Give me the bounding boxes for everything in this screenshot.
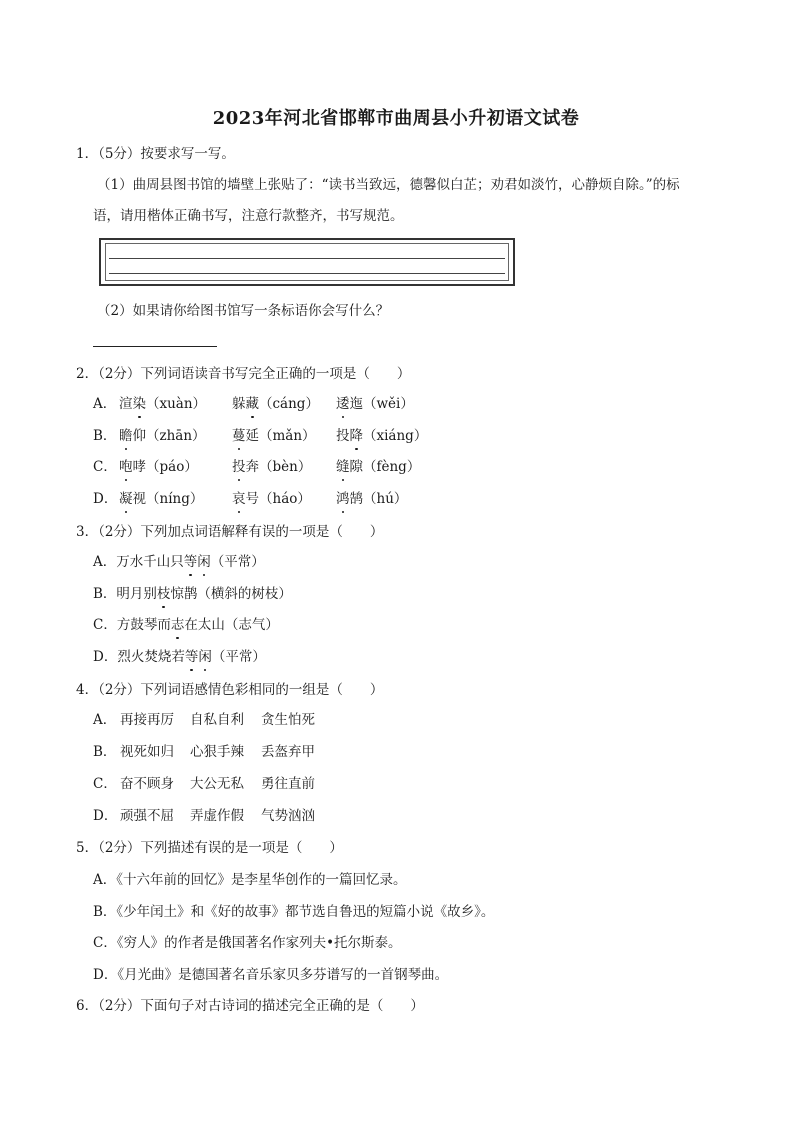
q4-option-label[interactable]: C． <box>93 776 117 792</box>
q4-idiom: 心狠手辣 <box>190 744 244 760</box>
option-text <box>116 554 265 570</box>
q4-idiom: 自私自利 <box>190 712 244 728</box>
handwriting-box-inner-border <box>105 243 509 281</box>
q2-word <box>336 428 427 444</box>
q2-word-item <box>336 427 427 445</box>
emphasis-dotted-char: 志 <box>170 617 185 633</box>
q2-word <box>119 396 206 412</box>
q1-stem: 1．（5分）按要求写一写。 <box>76 146 235 162</box>
option-label: D． <box>93 649 118 665</box>
writing-rule-line <box>109 273 505 274</box>
q4-stem: 4．（2分）下列词语感情色彩相同的一组是（ ） <box>76 682 384 698</box>
q2-word-item <box>336 490 407 508</box>
writing-rule-line <box>109 258 505 259</box>
emphasis-dotted-char: 凝 <box>119 491 133 507</box>
q2-word <box>119 459 198 475</box>
text: 烈火焚烧若 <box>117 649 185 665</box>
text: 鹄（hú） <box>349 491 408 507</box>
q4-idiom: 奋不顾身 <box>120 776 174 792</box>
q6-stem: 6．（2分）下面句子对古诗词的描述完全正确的是（ ） <box>76 998 424 1014</box>
q4-option-label[interactable]: A． <box>93 712 117 728</box>
q3-option[interactable] <box>93 616 279 634</box>
option-label: A． <box>93 554 117 570</box>
q3-option[interactable] <box>93 553 265 571</box>
q4-idiom: 大公无私 <box>190 776 244 792</box>
text: 方鼓琴而 <box>116 617 171 633</box>
text: （cáng） <box>259 396 319 412</box>
q1-answer-blank[interactable] <box>93 346 217 347</box>
emphasis-dotted-char: 缝 <box>336 459 350 475</box>
option-text <box>117 649 266 665</box>
q4-idiom: 顽强不屈 <box>120 808 174 824</box>
q4-idiom: 气势汹汹 <box>261 808 315 824</box>
text: 奔（bèn） <box>245 459 312 475</box>
text: 延（mǎn） <box>245 428 316 444</box>
emphasis-dotted-char: 哀 <box>232 491 246 507</box>
q2-option-label[interactable]: D． <box>93 491 118 507</box>
q2-word <box>232 491 311 507</box>
emphasis-dotted-char: 鸿 <box>336 491 350 507</box>
q5-stem: 5．（2分）下列描述有误的是一项是（ ） <box>76 840 343 856</box>
q5-option-d[interactable]: D．《月光曲》是德国著名音乐家贝多芬谱写的一首钢琴曲。 <box>93 967 449 983</box>
emphasis-dotted-char: 闲 <box>197 554 211 570</box>
q2-word <box>336 459 420 475</box>
exam-title: 2023年河北省邯郸市曲周县小升初语文试卷 <box>212 108 580 129</box>
q3-option[interactable] <box>93 648 266 666</box>
emphasis-dotted-char: 等 <box>184 649 199 665</box>
q4-option-label[interactable]: B． <box>93 744 117 760</box>
text: （xuàn） <box>146 396 207 412</box>
emphasis-dotted-char: 投 <box>232 459 246 475</box>
q2-word <box>336 396 414 412</box>
q2-word <box>119 491 203 507</box>
q2-word <box>119 428 206 444</box>
q2-word-item <box>232 395 319 413</box>
q2-word <box>232 459 311 475</box>
q2-word-item <box>119 458 198 476</box>
text: （平常） <box>210 554 265 570</box>
q2-stem: 2．（2分）下列词语读音书写完全正确的一项是（ ） <box>76 366 411 382</box>
text: 号（háo） <box>245 491 311 507</box>
q2-word <box>232 396 319 412</box>
q1-part1-line1: （1）曲周县图书馆的墙壁上张贴了：“读书当致远，德馨似白芷；劝君如淡竹，心静烦自除。”的标 <box>97 177 680 193</box>
q2-word-item <box>232 458 311 476</box>
emphasis-dotted-char: 瞻 <box>119 428 133 444</box>
emphasis-dotted-char: 闲 <box>198 649 212 665</box>
q2-option-label[interactable]: C． <box>93 459 117 475</box>
q2-word-item <box>232 427 316 445</box>
emphasis-dotted-char: 等 <box>183 554 198 570</box>
option-label: B． <box>93 586 117 602</box>
q2-word-item <box>336 395 414 413</box>
q5-option-c[interactable]: C．《穷人》的作者是俄国著名作家列夫•托尔斯泰。 <box>93 935 402 951</box>
q3-stem: 3．（2分）下列加点词语解释有误的一项是（ ） <box>76 524 384 540</box>
text: 仰（zhān） <box>132 428 206 444</box>
q4-idiom: 视死如归 <box>120 744 174 760</box>
handwriting-box[interactable] <box>99 238 515 286</box>
q2-word <box>336 491 407 507</box>
emphasis-dotted-char: 咆 <box>119 459 133 475</box>
text: 迤（wěi） <box>349 396 414 412</box>
q2-word <box>232 428 316 444</box>
option-text <box>117 617 279 633</box>
text: 躲 <box>232 396 246 412</box>
q4-idiom: 弄虚作假 <box>190 808 244 824</box>
emphasis-dotted-char: 染 <box>132 396 146 412</box>
q5-option-b[interactable]: B．《少年闰土》和《好的故事》都节选自鲁迅的短篇小说《故乡》。 <box>93 904 495 920</box>
option-text <box>116 586 292 602</box>
text: 在太山（志气） <box>184 617 279 633</box>
q1-part1-line2: 语，请用楷体正确书写，注意行款整齐，书写规范。 <box>93 208 404 224</box>
q2-word-item <box>119 427 206 445</box>
q2-word-item <box>336 458 420 476</box>
emphasis-dotted-char: 蔓 <box>232 428 246 444</box>
q2-word-item <box>119 490 203 508</box>
emphasis-dotted-char: 枝 <box>156 586 171 602</box>
text: （xiáng） <box>363 428 428 444</box>
text: 哮（páo） <box>132 459 198 475</box>
text: （平常） <box>211 649 266 665</box>
text: 投 <box>336 428 350 444</box>
option-label: C． <box>93 617 117 633</box>
q2-option-label[interactable]: A． <box>93 396 117 412</box>
q4-option-label[interactable]: D． <box>93 808 118 824</box>
text: 隙（fèng） <box>349 459 421 475</box>
emphasis-dotted-char: 降 <box>349 428 363 444</box>
q2-word-item <box>119 395 206 413</box>
q3-option[interactable] <box>93 585 292 603</box>
q4-idiom: 勇往直前 <box>261 776 315 792</box>
emphasis-dotted-char: 逶 <box>336 396 350 412</box>
q4-idiom: 丢盔弃甲 <box>261 744 315 760</box>
q1-part2: （2）如果请你给图书馆写一条标语你会写什么？ <box>97 303 390 319</box>
q2-word-item <box>232 490 311 508</box>
emphasis-dotted-char: 藏 <box>245 396 259 412</box>
text: 明月别 <box>116 586 157 602</box>
text: 万水千山只 <box>116 554 184 570</box>
q2-option-label[interactable]: B． <box>93 428 117 444</box>
text: 视（níng） <box>132 491 204 507</box>
q4-idiom: 贪生怕死 <box>261 712 315 728</box>
q4-idiom: 再接再厉 <box>120 712 174 728</box>
text: 惊鹊（横斜的树枝） <box>170 586 292 602</box>
text: 渲 <box>119 396 133 412</box>
q5-option-a[interactable]: A．《十六年前的回忆》是李星华创作的一篇回忆录。 <box>93 872 407 888</box>
